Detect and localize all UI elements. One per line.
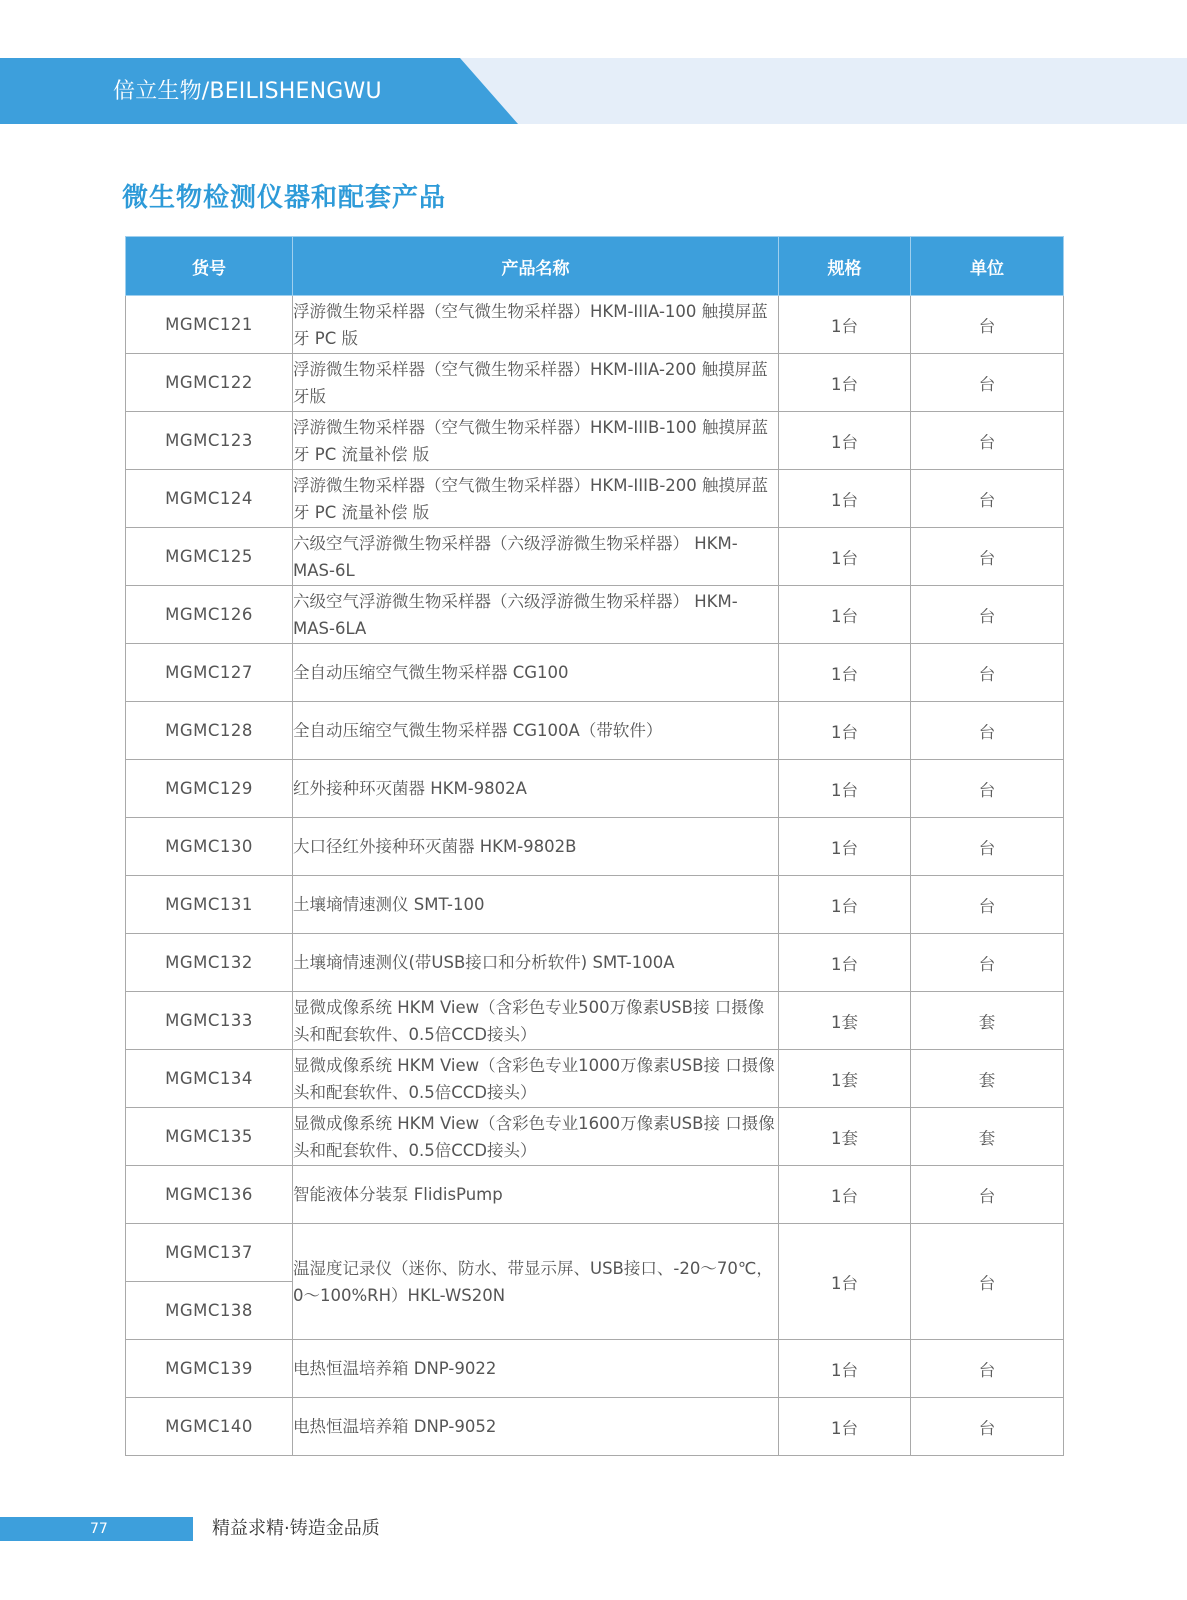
product-name: 浮游微生物采样器（空气微生物采样器）HKM-IIIB-200 触摸屏蓝牙 PC 流量补偿 版 [293,470,779,528]
table-row [126,1166,1064,1224]
table-body [126,296,1064,1456]
product-unit: 台 [911,644,1064,702]
column-header-unit: 单位 [911,237,1064,296]
product-unit: 台 [911,876,1064,934]
brand-title: 倍立生物/BEILISHENGWU [113,79,382,104]
product-unit: 台 [911,702,1064,760]
footer-slogan: 精益求精·铸造金品质 [212,1518,380,1539]
product-spec: 1套 [779,992,911,1050]
product-code: MGMC132 [126,934,293,992]
page-number: 77 [90,1521,108,1537]
product-spec: 1台 [779,702,911,760]
table-row [126,1224,1064,1282]
product-name: 土壤墒情速测仪(带USB接口和分析软件) SMT-100A [293,934,779,992]
product-name: 浮游微生物采样器（空气微生物采样器）HKM-IIIA-100 触摸屏蓝牙 PC 版 [293,296,779,354]
product-code: MGMC123 [126,412,293,470]
product-unit: 台 [911,470,1064,528]
product-name: 显微成像系统 HKM View（含彩色专业1600万像素USB接 口摄像头和配套软件、0.5倍CCD接头） [293,1108,779,1166]
product-name: 电热恒温培养箱 DNP-9052 [293,1398,779,1456]
column-header-name: 产品名称 [293,237,779,296]
product-spec: 1台 [779,1224,911,1340]
product-spec: 1台 [779,1398,911,1456]
product-code: MGMC140 [126,1398,293,1456]
product-spec: 1台 [779,876,911,934]
product-spec: 1台 [779,586,911,644]
product-spec: 1台 [779,470,911,528]
product-spec: 1台 [779,412,911,470]
product-spec: 1台 [779,818,911,876]
product-code: MGMC129 [126,760,293,818]
table-row [126,470,1064,528]
table-row [126,354,1064,412]
table-row [126,528,1064,586]
product-unit: 台 [911,354,1064,412]
product-unit: 台 [911,586,1064,644]
table-row [126,1108,1064,1166]
product-unit: 台 [911,1224,1064,1340]
table-row [126,1398,1064,1456]
product-code: MGMC126 [126,586,293,644]
product-code: MGMC134 [126,1050,293,1108]
product-name: 红外接种环灭菌器 HKM-9802A [293,760,779,818]
product-spec: 1套 [779,1050,911,1108]
product-name: 浮游微生物采样器（空气微生物采样器）HKM-IIIA-200 触摸屏蓝牙版 [293,354,779,412]
product-code: MGMC122 [126,354,293,412]
table-row [126,1340,1064,1398]
column-header-code: 货号 [126,237,293,296]
product-code: MGMC127 [126,644,293,702]
product-spec: 1台 [779,934,911,992]
product-unit: 套 [911,1050,1064,1108]
table-row [126,992,1064,1050]
product-unit: 台 [911,528,1064,586]
product-code: MGMC125 [126,528,293,586]
product-name: 全自动压缩空气微生物采样器 CG100 [293,644,779,702]
product-unit: 台 [911,1398,1064,1456]
product-code: MGMC139 [126,1340,293,1398]
product-name: 大口径红外接种环灭菌器 HKM-9802B [293,818,779,876]
product-name: 电热恒温培养箱 DNP-9022 [293,1340,779,1398]
product-unit: 台 [911,1340,1064,1398]
table-row [126,818,1064,876]
product-name: 智能液体分装泵 FlidisPump [293,1166,779,1224]
product-name: 浮游微生物采样器（空气微生物采样器）HKM-IIIB-100 触摸屏蓝牙 PC 流量补偿 版 [293,412,779,470]
product-name: 全自动压缩空气微生物采样器 CG100A（带软件） [293,702,779,760]
product-code: MGMC138 [126,1282,293,1340]
product-unit: 套 [911,1108,1064,1166]
product-spec: 1台 [779,528,911,586]
table-row [126,1050,1064,1108]
product-code: MGMC131 [126,876,293,934]
product-name: 六级空气浮游微生物采样器（六级浮游微生物采样器） HKM-MAS-6L [293,528,779,586]
product-spec: 1台 [779,1340,911,1398]
product-name: 温湿度记录仪（迷你、防水、带显示屏、USB接口、-20～70℃，0～100%RH）HKL-WS20N [293,1224,779,1340]
product-spec: 1台 [779,760,911,818]
table-row [126,412,1064,470]
product-name: 显微成像系统 HKM View（含彩色专业500万像素USB接 口摄像头和配套软件、0.5倍CCD接头） [293,992,779,1050]
table-row [126,296,1064,354]
product-unit: 台 [911,934,1064,992]
section-title: 微生物检测仪器和配套产品 [122,183,447,213]
product-unit: 台 [911,412,1064,470]
table-row [126,586,1064,644]
product-unit: 套 [911,992,1064,1050]
column-header-spec: 规格 [779,237,911,296]
product-name: 显微成像系统 HKM View（含彩色专业1000万像素USB接 口摄像头和配套软件、0.5倍CCD接头） [293,1050,779,1108]
product-table [125,236,1064,1456]
product-unit: 台 [911,1166,1064,1224]
table-row [126,644,1064,702]
page-number-bar [0,1517,193,1541]
product-name: 土壤墒情速测仪 SMT-100 [293,876,779,934]
table-row [126,702,1064,760]
product-code: MGMC136 [126,1166,293,1224]
product-unit: 台 [911,760,1064,818]
product-code: MGMC121 [126,296,293,354]
product-unit: 台 [911,818,1064,876]
product-name: 六级空气浮游微生物采样器（六级浮游微生物采样器） HKM-MAS-6LA [293,586,779,644]
product-code: MGMC133 [126,992,293,1050]
product-spec: 1台 [779,1166,911,1224]
product-code: MGMC135 [126,1108,293,1166]
product-code: MGMC128 [126,702,293,760]
product-spec: 1台 [779,354,911,412]
product-code: MGMC124 [126,470,293,528]
product-code: MGMC130 [126,818,293,876]
table-row [126,934,1064,992]
product-unit: 台 [911,296,1064,354]
product-spec: 1套 [779,1108,911,1166]
table-row [126,760,1064,818]
product-spec: 1台 [779,644,911,702]
product-code: MGMC137 [126,1224,293,1282]
table-row [126,876,1064,934]
table-header-row [126,237,1064,296]
product-spec: 1台 [779,296,911,354]
